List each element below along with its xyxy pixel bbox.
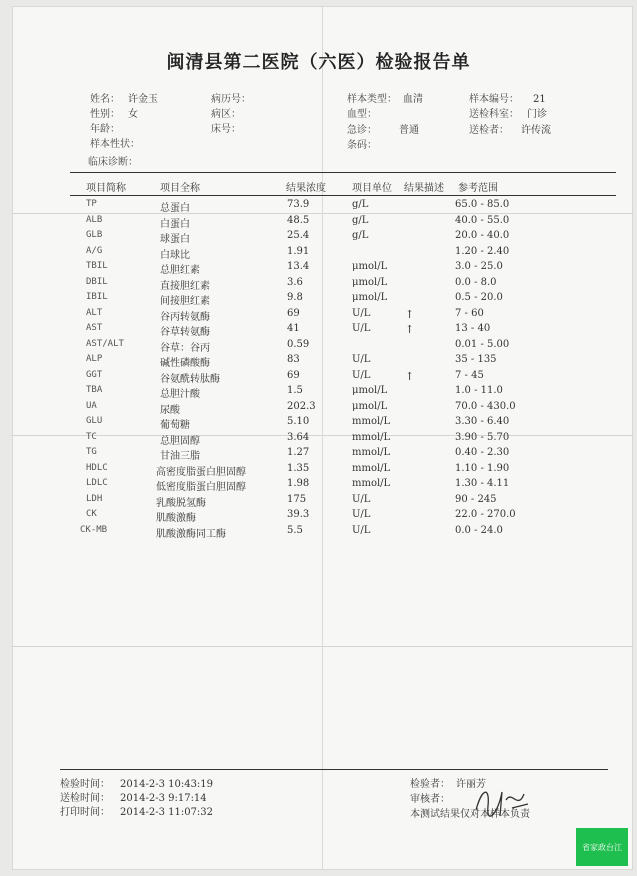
table-row: GGT 谷氨酰转肽酶 69 U/L ↑ 7 - 45 [86,369,484,385]
table-row: LDH 乳酸脱氢酶 175 U/L 90 - 245 [86,493,497,509]
table-row: HDLC 高密度脂蛋白胆固醇 1.35 mmol/L 1.10 - 1.90 [86,462,510,478]
sender: 送检者： 许传流 [469,125,551,136]
reviewer-signature [472,780,532,820]
table-row: ALP 碱性磷酸酶 83 U/L 35 - 135 [86,354,497,369]
bed-number: 床号： [211,124,241,135]
table-row: CK-MB 肌酸激酶同工酶 5.5 U/L 0.0 - 24.0 [80,524,503,540]
header-bottom-rule [70,195,616,196]
sample-number: 样本编号： 21 [469,94,546,105]
table-row: DBIL 直接胆红素 3.6 μmol/L 0.0 - 8.0 [86,276,497,292]
report-title: 闽清县第二医院（六医）检验报告单 [166,52,471,73]
table-row: TBA 总胆汁酸 1.5 μmol/L 1.0 - 11.0 [86,385,503,400]
disclaimer: 本测试结果仅对本样本负责 [410,809,530,820]
send-time: 送检时间： 2014-2-3 9:17:14 [60,793,207,804]
table-row: AST/ALT 谷草：谷丙 0.59 0.01 - 5.00 [86,338,510,354]
table-row: TG 甘油三脂 1.27 mmol/L 0.40 - 2.30 [86,447,510,462]
record-number: 病历号： [211,94,251,105]
header-unit: 项目单位 [352,183,392,194]
patient-name: 姓名： 许金玉 [90,94,158,105]
blood-type: 血型： [347,109,377,120]
header-ref: 参考范围 [458,183,498,194]
patient-sex: 性别： 女 [90,109,138,120]
tester: 检验者： 许丽芳 [410,779,486,790]
reviewer: 审核者： [410,794,450,805]
high-flag-icon: ↑ [405,369,415,383]
header-abbr: 项目简称 [86,183,126,194]
table-top-rule [70,172,616,173]
patient-age: 年龄： [90,124,120,135]
high-flag-icon: ↑ [405,323,415,336]
table-row: ALT 谷丙转氨酶 69 U/L ↑ 7 - 60 [86,307,484,323]
table-row: IBIL 间接胆红素 9.8 μmol/L 0.5 - 20.0 [86,292,503,307]
header-name: 项目全称 [160,183,200,194]
table-row: GLB 球蛋白 25.4 g/L 20.0 - 40.0 [86,230,510,245]
header-desc: 结果描述 [404,183,444,194]
clinical-diagnosis: 临床诊断： [88,157,138,168]
header-result: 结果浓度 [286,183,326,194]
footer-rule [60,769,608,770]
high-flag-icon: ↑ [405,307,415,321]
sending-department: 送检科室： 门诊 [469,109,547,120]
watermark-badge: 省家政台江 [576,828,628,866]
table-row: TC 总胆固醇 3.64 mmol/L 3.90 - 5.70 [86,431,510,447]
table-row: TP 总蛋白 73.9 g/L 65.0 - 85.0 [86,199,510,214]
table-row: LDLC 低密度脂蛋白胆固醇 1.98 mmol/L 1.30 - 4.11 [86,478,510,493]
table-row: GLU 葡萄糖 5.10 mmol/L 3.30 - 6.40 [86,416,510,431]
test-time: 检验时间： 2014-2-3 10:43:19 [60,779,214,790]
print-time: 打印时间： 2014-2-3 11:07:32 [60,807,214,818]
table-row: AST 谷草转氨酶 41 U/L ↑ 13 - 40 [86,323,491,338]
urgent-status: 急诊： 普通 [347,125,419,136]
barcode: 条码： [347,140,377,151]
ward: 病区： [211,109,241,120]
sample-type: 样本类型： 血清 [347,94,423,105]
table-row: A/G 白球比 1.91 1.20 - 2.40 [86,245,510,261]
table-row: TBIL 总胆红素 13.4 μmol/L 3.0 - 25.0 [86,261,503,276]
table-row: UA 尿酸 202.3 μmol/L 70.0 - 430.0 [86,400,516,416]
sample-nature: 样本性状： [90,139,140,150]
table-row: ALB 白蛋白 48.5 g/L 40.0 - 55.0 [86,214,510,230]
table-row: CK 肌酸激酶 39.3 U/L 22.0 - 270.0 [86,509,516,524]
